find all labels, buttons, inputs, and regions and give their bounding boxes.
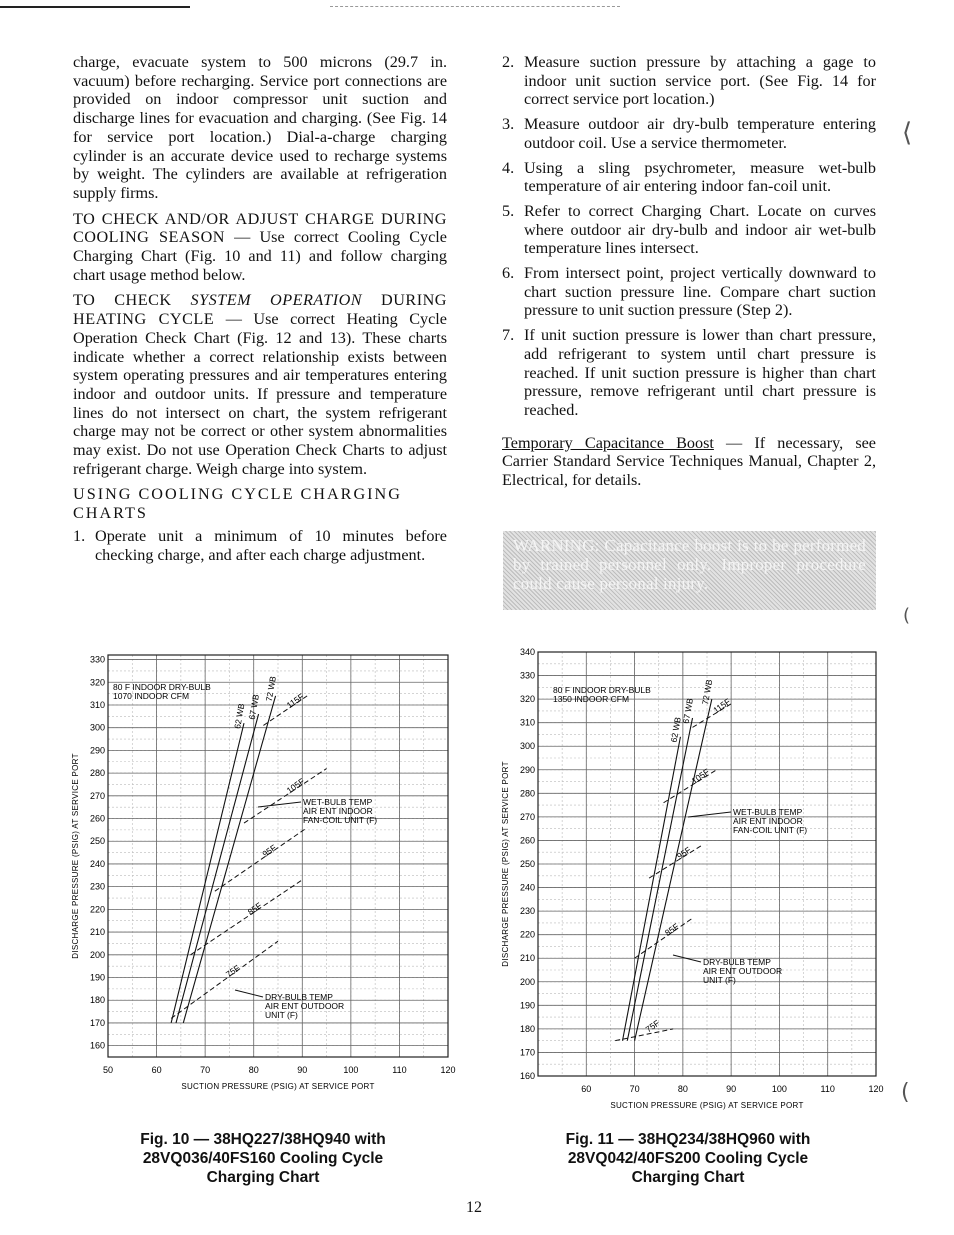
step-number: 6.: [502, 264, 515, 283]
y-tick-label: 180: [519, 1023, 535, 1034]
wet-bulb-label: 67 WB: [680, 697, 695, 725]
heating-check-body: — Use correct Heating Cycle Operation Check Chart (Fig. 12 and 13). These charts indicate whether a correct relationship exists between system operating pressures and air temperatures entering indoor and outdoor units. If pressure and temperature lines do not intersect on chart, the system refrigerant charge may not be correct or other system abnormalities may exist. Do not use Operation Check Charts to adjust refrigerant charge. Weigh charge into system.: [73, 310, 447, 478]
x-tick-label: 110: [392, 1065, 407, 1075]
left-column: [73, 53, 447, 570]
fig10-svg: [68, 645, 463, 1105]
dry-bulb-line: [215, 828, 307, 892]
list-item: [502, 264, 876, 320]
y-tick-label: 230: [519, 906, 535, 917]
wet-bulb-label: 72 WB: [699, 678, 715, 706]
cooling-check-heading: TO CHECK AND/OR ADJUST CHARGE DURING COOLING SEASON: [73, 209, 447, 247]
dry-bulb-label: 75F: [643, 1017, 662, 1035]
y-tick-label: 300: [89, 722, 105, 733]
x-axis-label: SUCTION PRESSURE (PSIG) AT SERVICE PORT: [610, 1101, 804, 1110]
list-item: [502, 326, 876, 420]
dry-bulb-key-label: AIR ENT OUTDOOR: [703, 966, 783, 976]
y-tick-label: 250: [519, 859, 535, 869]
x-axis-label: SUCTION PRESSURE (PSIG) AT SERVICE PORT: [181, 1082, 375, 1091]
right-column: [502, 53, 876, 497]
y-tick-label: 170: [89, 1017, 105, 1028]
heating-check-heading-b: DURING HEATING CYCLE: [73, 291, 447, 329]
y-tick-label: 180: [89, 995, 105, 1006]
y-tick-label: 280: [519, 788, 535, 799]
dry-bulb-key-label: DRY-BULB TEMP: [703, 957, 771, 967]
y-tick-label: 310: [519, 717, 535, 728]
wet-bulb-key-label: AIR ENT INDOOR: [733, 816, 803, 826]
wet-bulb-line: [176, 714, 259, 1023]
y-tick-label: 260: [89, 813, 105, 824]
x-tick-label: 120: [868, 1084, 884, 1094]
step-text: Operate unit a minimum of 10 minutes before checking charge, and after each charge adjustment.: [95, 526, 447, 564]
list-item: [502, 115, 876, 152]
wet-bulb-label: 62 WB: [668, 716, 683, 744]
dry-bulb-key-label: UNIT (F): [265, 1010, 298, 1020]
wet-bulb-key-label: AIR ENT INDOOR: [303, 806, 373, 816]
warning-box: WARNING: Capacitance boost is to be performed by trained personnel only. Improper procedure could cause personal injury.: [503, 531, 876, 610]
dry-bulb-label: 85F: [662, 921, 681, 938]
y-tick-label: 330: [89, 654, 105, 665]
wet-bulb-label: 72 WB: [263, 675, 278, 703]
fig10-caption-line: Fig. 10 — 38HQ227/38HQ940 with: [140, 1131, 386, 1148]
list-item: [502, 53, 876, 109]
y-tick-label: 300: [519, 741, 535, 752]
y-axis-label: DISCHARGE PRESSURE (PSIG) AT SERVICE PORT: [71, 753, 80, 959]
heating-check-heading-italic: SYSTEM OPERATION: [190, 291, 363, 310]
dry-bulb-label: 75F: [223, 962, 242, 980]
list-item: [73, 527, 447, 564]
y-tick-label: 220: [519, 929, 535, 940]
dry-bulb-label: 95F: [260, 842, 279, 860]
step-number: 3.: [502, 115, 515, 134]
x-tick-label: 80: [677, 1084, 688, 1094]
y-tick-label: 330: [519, 670, 535, 681]
wet-bulb-key-label: WET-BULB TEMP: [733, 807, 803, 817]
heating-check-heading-a: TO CHECK: [73, 291, 191, 310]
y-axis-label: DISCHARGE PRESSURE (PSIG) AT SERVICE PORT: [501, 761, 510, 967]
y-tick-label: 290: [519, 764, 535, 775]
y-tick-label: 340: [519, 647, 535, 657]
y-tick-label: 190: [89, 972, 105, 983]
step-text: If unit suction pressure is lower than chart pressure, add refrigerant to system until chart pressure is reached. If unit suction pressure is higher than chart pressure, remove refrigerant until chart pressure is reached.: [524, 326, 876, 419]
cooling-check-body: — Use correct Cooling Cycle Charging Chart (Fig. 10 and 11) and follow charging chart usage method below.: [73, 228, 447, 284]
y-tick-label: 200: [89, 949, 105, 960]
y-tick-label: 240: [519, 882, 535, 893]
fig11-svg: [498, 645, 893, 1110]
step-number: 4.: [502, 158, 515, 177]
dry-bulb-label: 95F: [675, 844, 693, 862]
y-tick-label: 210: [519, 953, 535, 964]
fig11-caption-line: Fig. 11 — 38HQ234/38HQ960 with: [565, 1131, 811, 1148]
intro-paragraph: charge, evacuate system to 500 microns (29.7 in. vacuum) before recharging. Service port connections are provided on indoor compressor unit suction and discharge lines for evacuation and charging. (See Fig. 14 for service port location.) Dial-a-charge charging cylinder is an accurate device used to recharge systems by weight. The cylinders are available at refrigeration supply firms.: [73, 53, 447, 202]
y-tick-label: 270: [89, 790, 105, 801]
leader-arrow: [688, 812, 731, 817]
dry-bulb-label: 105F: [689, 766, 712, 786]
y-tick-label: 200: [519, 976, 535, 987]
x-tick-label: 100: [771, 1084, 787, 1094]
step-text: Using a sling psychrometer, measure wet-bulb temperature of air entering indoor fan-coil unit.: [524, 158, 876, 196]
dry-bulb-key-label: UNIT (F): [703, 975, 736, 985]
y-tick-label: 170: [519, 1047, 535, 1058]
chart-note: 80 F INDOOR DRY-BULB: [113, 682, 211, 692]
x-tick-label: 60: [151, 1065, 162, 1075]
fig10-caption: [88, 1130, 438, 1187]
fig10-caption-line: Charging Chart: [206, 1169, 320, 1186]
dry-bulb-label: 85F: [245, 900, 264, 917]
x-tick-label: 110: [820, 1084, 835, 1094]
fig11-caption-line: 28VQ042/40FS200 Cooling Cycle: [567, 1150, 809, 1167]
step-number: 5.: [502, 201, 515, 220]
top-rule: [0, 6, 190, 8]
y-tick-label: 160: [89, 1040, 105, 1051]
boost-paragraph: [502, 434, 876, 490]
x-tick-label: 80: [248, 1065, 259, 1075]
y-tick-label: 220: [89, 904, 105, 915]
x-tick-label: 50: [102, 1065, 114, 1075]
dry-bulb-label: 115F: [711, 696, 733, 716]
x-tick-label: 120: [440, 1065, 456, 1075]
step-number: 7.: [502, 326, 515, 345]
wet-bulb-key-label: FAN-COIL UNIT (F): [303, 815, 378, 825]
y-tick-label: 160: [519, 1071, 535, 1081]
fig10-caption-line: 28VQ036/40FS160 Cooling Cycle: [142, 1150, 384, 1167]
step-text: Measure suction pressure by attaching a gage to indoor unit suction service port. (See Fig. 14 for correct service port location.): [524, 53, 876, 109]
section-heading: USING COOLING CYCLE CHARGING CHARTS: [73, 485, 402, 523]
step-text: From intersect point, project vertically downward to chart suction pressure line. Compare chart suction pressure to unit suction pressure (Step 2).: [524, 264, 876, 320]
y-tick-label: 280: [89, 768, 105, 779]
y-tick-label: 260: [519, 835, 535, 846]
page-number: 12: [466, 1199, 482, 1216]
list-item: [502, 159, 876, 196]
list-item: [502, 202, 876, 258]
x-tick-label: 100: [343, 1065, 359, 1075]
wet-bulb-line: [171, 723, 244, 1023]
y-tick-label: 190: [519, 1000, 535, 1011]
dry-bulb-key-label: DRY-BULB TEMP: [265, 992, 333, 1002]
step-number: 2.: [502, 53, 515, 71]
wet-bulb-key-label: WET-BULB TEMP: [303, 797, 373, 807]
wet-bulb-label: 67 WB: [246, 693, 261, 721]
x-tick-label: 70: [200, 1065, 211, 1075]
right-steps-list: [502, 53, 876, 420]
chart-note: 80 F INDOOR DRY-BULB: [553, 685, 651, 695]
binding-mark: (: [903, 605, 911, 626]
y-tick-label: 290: [89, 745, 105, 756]
wet-bulb-line: [623, 737, 681, 1041]
leader-arrow: [235, 990, 263, 997]
y-tick-label: 310: [89, 699, 105, 710]
fig11-caption-line: Charging Chart: [631, 1169, 745, 1186]
dry-bulb-line: [635, 918, 693, 958]
fig11-chart: [498, 645, 893, 1110]
fig10-chart: [68, 645, 463, 1110]
fig11-caption: [513, 1130, 863, 1187]
x-tick-label: 70: [629, 1084, 640, 1094]
x-tick-label: 60: [581, 1084, 592, 1094]
dry-bulb-key-label: AIR ENT OUTDOOR: [265, 1001, 345, 1011]
cooling-check-paragraph: [73, 210, 447, 285]
top-dashed-rule: [330, 6, 620, 7]
step-number: 1.: [73, 526, 86, 545]
left-steps-list: [73, 527, 447, 564]
wet-bulb-key-label: FAN-COIL UNIT (F): [733, 825, 808, 835]
wet-bulb-label: 62 WB: [232, 702, 247, 730]
leader-arrow: [258, 802, 301, 807]
binding-mark: (: [901, 1080, 910, 1105]
y-tick-label: 230: [89, 881, 105, 892]
step-text: Measure outdoor air dry-bulb temperature entering outdoor coil. Use a service thermometer.: [524, 115, 876, 152]
y-tick-label: 270: [519, 811, 535, 822]
y-tick-label: 320: [89, 677, 105, 688]
dry-bulb-label: 105F: [284, 776, 307, 796]
y-tick-label: 210: [89, 927, 105, 938]
dry-bulb-label: 115F: [284, 691, 306, 711]
y-tick-label: 250: [89, 836, 105, 847]
heating-check-paragraph: [73, 291, 447, 478]
step-text: Refer to correct Charging Chart. Locate on curves where outdoor air dry-bulb and indoor air wet-bulb temperature lines intersect.: [524, 201, 876, 258]
wet-bulb-line: [635, 699, 712, 1041]
binding-mark: ⟨: [902, 118, 913, 148]
y-tick-label: 320: [519, 694, 535, 705]
x-tick-label: 90: [726, 1084, 737, 1094]
boost-title: Temporary Capacitance Boost: [502, 433, 714, 452]
x-tick-label: 90: [297, 1065, 308, 1075]
chart-note: 1350 INDOOR CFM: [553, 694, 630, 704]
y-tick-label: 240: [89, 858, 105, 869]
chart-note: 1070 INDOOR CFM: [113, 691, 190, 701]
boost-body: — If necessary, see Carrier Standard Service Techniques Manual, Chapter 2, Electrical, for details.: [502, 433, 876, 490]
